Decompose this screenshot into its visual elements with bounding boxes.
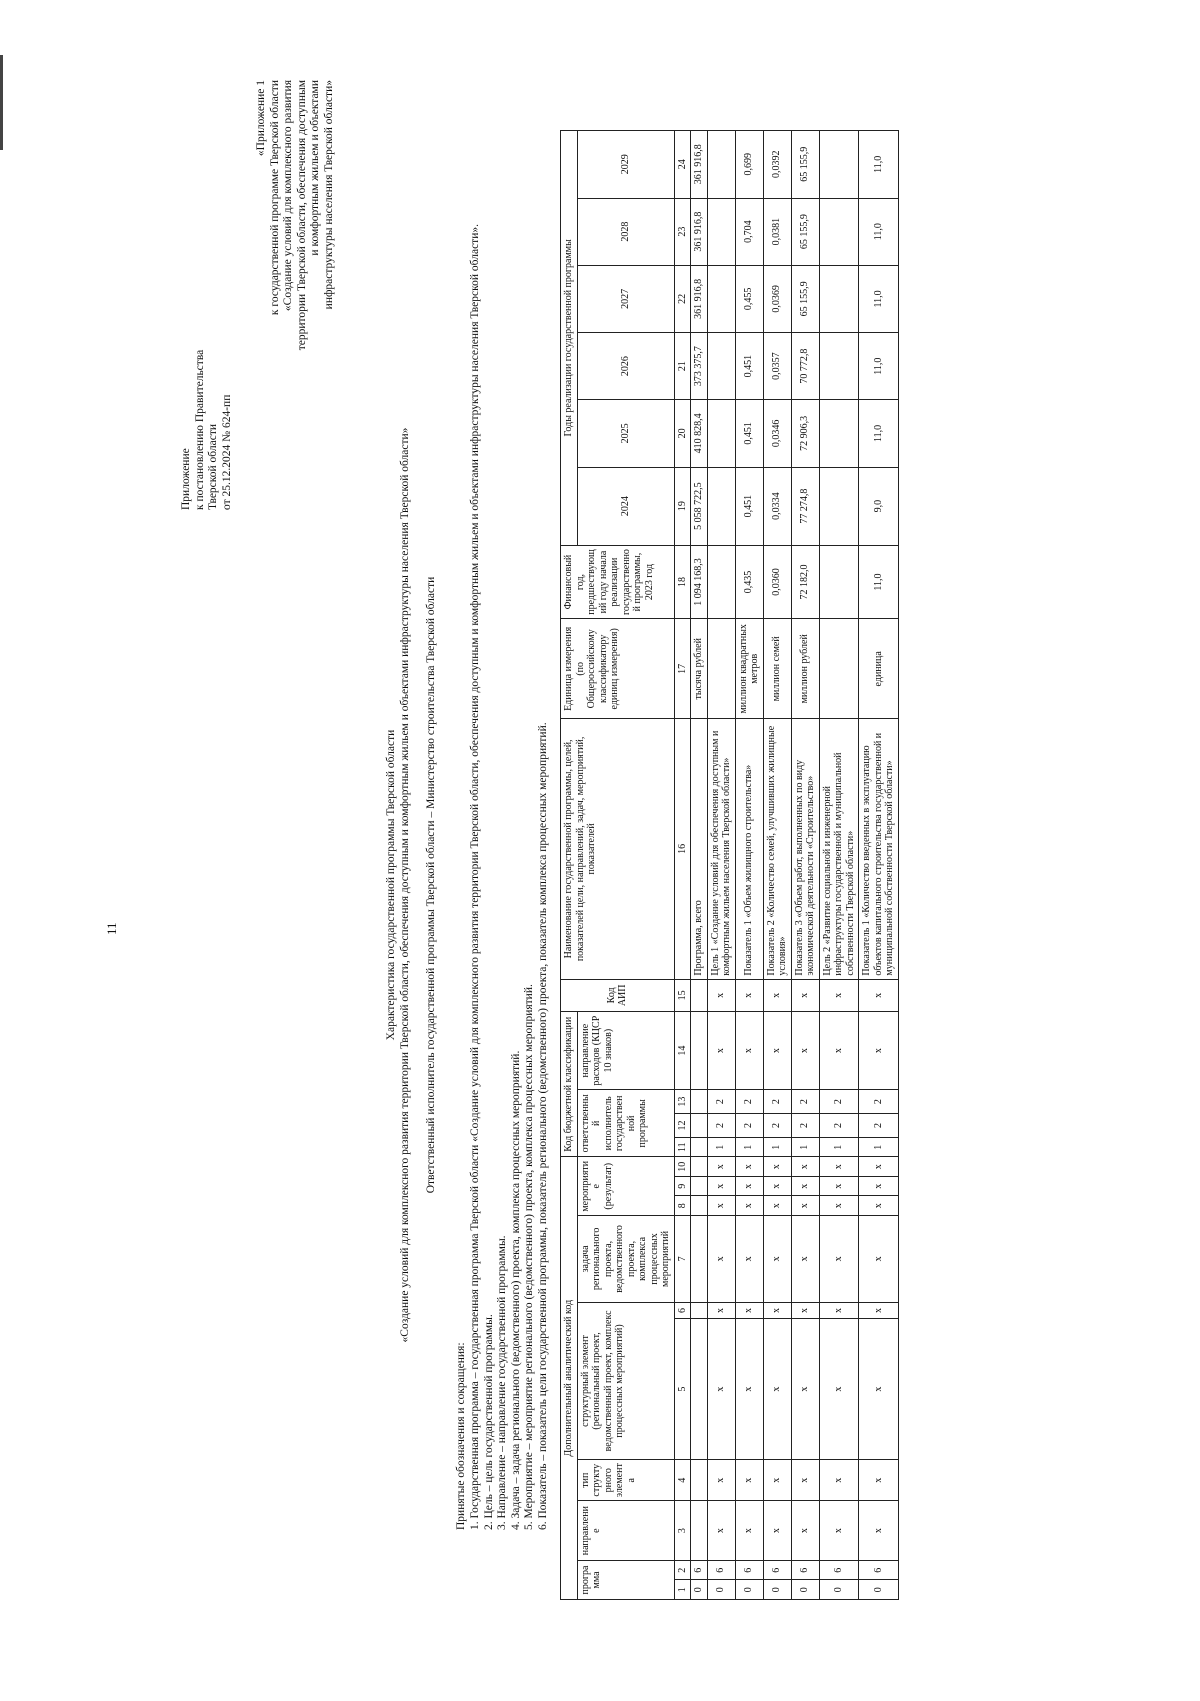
column-number: 23 [674, 198, 691, 265]
header-year: 2029 [577, 131, 674, 199]
header-name: Наименование государственной программы, целей, показателей цели, направлений, задач, мероприятий, показателей [561, 719, 675, 979]
table-cell: 6 [791, 1560, 819, 1580]
table-cell: 1 [735, 1137, 763, 1157]
table-cell: 0,704 [735, 198, 763, 265]
table-cell: х [763, 1460, 791, 1501]
table-cell [707, 619, 735, 719]
header-exp-dir: направление расходов (КЦСР 10 знаков) [577, 1012, 674, 1090]
table-cell: Цель 1 «Создание условий для обеспечения доступным и комфортным жильем населения Тверской области» [707, 719, 735, 979]
table-cell: 1 094 168,3 [691, 545, 708, 619]
abbreviation-item: 4. Задача – задача регионального (ведомственного) проекта, комплекса процессных мероприятий. [509, 1050, 522, 1530]
table-cell [691, 1460, 708, 1501]
column-number: 7 [674, 1216, 691, 1303]
table-cell: х [735, 1460, 763, 1501]
header-row [561, 131, 578, 1600]
table-row [735, 131, 763, 1600]
table-cell: 0,451 [735, 333, 763, 400]
table-cell: х [707, 1196, 735, 1216]
header-program: программа [577, 1560, 674, 1599]
table-cell: 65 155,9 [791, 265, 819, 332]
header-year: 2024 [577, 467, 674, 545]
table-cell: 2 [791, 1114, 819, 1138]
table-cell: 0 [735, 1580, 763, 1600]
column-number: 17 [674, 619, 691, 719]
table-cell [707, 333, 735, 400]
table-cell: х [735, 1012, 763, 1090]
table-cell: х [707, 1460, 735, 1501]
table-cell: 72 182,0 [791, 545, 819, 619]
table-cell [707, 400, 735, 467]
table-cell: 0 [763, 1580, 791, 1600]
table-cell: х [763, 1012, 791, 1090]
table-row [791, 131, 819, 1600]
table-cell: 0 [859, 1580, 899, 1600]
column-number: 9 [674, 1176, 691, 1196]
table-cell: 0 [791, 1580, 819, 1600]
table-cell: 0,455 [735, 265, 763, 332]
abbreviation-item: 6. Показатель – показатель цели государственной программы, показатель регионального (ведомственного) проекта, показатель комплекса процессных мероприятий. [536, 722, 549, 1530]
table-cell [691, 1196, 708, 1216]
table-cell: 77 274,8 [791, 467, 819, 545]
table-cell: 6 [735, 1560, 763, 1580]
column-number: 11 [674, 1137, 691, 1157]
table-cell: х [735, 1157, 763, 1177]
table-cell: 361 916,8 [691, 265, 708, 332]
table-cell: 2 [819, 1090, 859, 1114]
table-cell: 11,0 [859, 333, 899, 400]
table-cell: 1 [819, 1137, 859, 1157]
page-number: 11 [104, 922, 119, 935]
table-cell: 361 916,8 [691, 198, 708, 265]
table-cell: х [735, 1216, 763, 1303]
header-exec: ответственный исполнитель государственной программы [577, 1090, 674, 1157]
abbreviation-item: 2. Цель – цель государственной программы. [482, 1314, 495, 1530]
table-cell: х [735, 1176, 763, 1196]
table-cell: 0,699 [735, 131, 763, 199]
table-cell [819, 619, 859, 719]
table-cell: х [791, 1302, 819, 1318]
table-row [859, 131, 899, 1600]
header-measure: мероприятие (результат) [577, 1157, 674, 1216]
table-cell: 0,451 [735, 400, 763, 467]
table-cell: Программа, всего [691, 719, 708, 979]
abbreviation-item: 1. Государственная программа – государственная программа Тверской области «Создание условий для комплексного развития территории Тверской области, обеспечения доступным и комфортным жильем и объектами инфраструктуры населения Тверской области». [469, 224, 481, 1530]
table-cell: 11,0 [859, 400, 899, 467]
table-cell: 2 [735, 1114, 763, 1138]
table-cell: х [763, 979, 791, 1012]
rotated-page [0, 60, 1130, 1660]
table-cell: х [735, 1319, 763, 1460]
annex1-header-line: и комфортным жильем и объектами [309, 80, 321, 256]
header-additional-code: Дополнительный аналитический код [561, 1157, 578, 1600]
table-cell: Показатель 2 «Количество семей, улучшивших жилищные условия» [763, 719, 791, 979]
abbreviations-list [469, 170, 550, 1530]
column-number: 2 [674, 1560, 691, 1580]
table-cell: 410 828,4 [691, 400, 708, 467]
table-cell: Показатель 1 «Количество введенных в эксплуатацию объектов капитального строительства государственной и муниципальной собственности Тверской области» [859, 719, 899, 979]
table-cell [819, 400, 859, 467]
table-cell: 11,0 [859, 545, 899, 619]
table-cell: 1 [707, 1137, 735, 1157]
header-direction: направление [577, 1501, 674, 1561]
table-cell: 0 [691, 1580, 708, 1600]
table-cell [819, 467, 859, 545]
table-cell [819, 333, 859, 400]
table-cell: 2 [707, 1114, 735, 1138]
column-number: 14 [674, 1012, 691, 1090]
table-cell: х [859, 1302, 899, 1318]
table-cell [691, 1176, 708, 1196]
header-unit: Единица измерения (по Общероссийскому классификатору единиц измерения) [561, 619, 675, 719]
table-cell: х [791, 1319, 819, 1460]
table-cell: х [763, 1216, 791, 1303]
column-number: 13 [674, 1090, 691, 1114]
annex-header [180, 270, 234, 510]
table-cell: 0,0392 [763, 131, 791, 199]
table-cell: х [859, 1501, 899, 1561]
table-cell: х [791, 979, 819, 1012]
annex1-header-line: к государственной программе Тверской области [268, 80, 281, 316]
table-cell: 0,0381 [763, 198, 791, 265]
table-cell: 5 058 722,5 [691, 467, 708, 545]
document-title [385, 170, 412, 1600]
column-number: 8 [674, 1196, 691, 1216]
table-cell: Показатель 1 «Объем жилищного строительства» [735, 719, 763, 979]
table-cell: х [791, 1012, 819, 1090]
table-cell: 0,0369 [763, 265, 791, 332]
table-cell: х [763, 1302, 791, 1318]
responsible-executor: Ответственный исполнитель государственной программы Тверской области – Министерство строительства Тверской области [425, 576, 437, 1194]
table-cell: х [763, 1157, 791, 1177]
table-cell: х [707, 1176, 735, 1196]
table-cell: 2 [859, 1114, 899, 1138]
table-cell: 11,0 [859, 265, 899, 332]
table-cell: 6 [819, 1560, 859, 1580]
table-cell: х [819, 1460, 859, 1501]
table-cell: 0,451 [735, 467, 763, 545]
header-task: задача регионального проекта, ведомственного проекта, комплекса процессных мероприятий [577, 1216, 674, 1303]
table-cell: х [707, 1157, 735, 1177]
table-cell: 1 [791, 1137, 819, 1157]
column-number: 19 [674, 467, 691, 545]
table-cell: х [735, 1196, 763, 1216]
table-cell: х [735, 1501, 763, 1561]
table-cell: х [859, 1460, 899, 1501]
table-cell [691, 1090, 708, 1114]
table-cell: миллион рублей [791, 619, 819, 719]
column-number: 10 [674, 1157, 691, 1177]
annex-header-line: Тверской области [207, 424, 219, 510]
table-cell: 2 [763, 1114, 791, 1138]
table-cell: х [763, 1196, 791, 1216]
annex-header-line: от 25.12.2024 № 624-пп [220, 394, 233, 510]
table-cell: 65 155,9 [791, 131, 819, 199]
header-year: 2027 [577, 265, 674, 332]
table-cell: х [819, 1319, 859, 1460]
column-number: 21 [674, 333, 691, 400]
table-cell [691, 1157, 708, 1177]
table-cell: 0,0346 [763, 400, 791, 467]
table-cell: 0 [819, 1580, 859, 1600]
title-line: Характеристика государственной программы Тверской области [385, 729, 397, 1041]
abbreviation-item: 5. Мероприятие – мероприятие регионального (ведомственного) проекта, комплекса процессных мероприятий. [523, 984, 535, 1530]
annex1-header [255, 80, 336, 580]
table-cell: 72 906,3 [791, 400, 819, 467]
table-cell: х [707, 1302, 735, 1318]
header-struct-type: тип структурного элемента [577, 1460, 674, 1501]
column-number: 1 [674, 1580, 691, 1600]
table-cell: 2 [859, 1090, 899, 1114]
header-budget-code: Код бюджетной классификации [561, 1012, 578, 1157]
table-cell: х [819, 1012, 859, 1090]
table-cell: х [819, 1302, 859, 1318]
table-cell: 0,0334 [763, 467, 791, 545]
table-cell: Показатель 3 «Объем работ, выполненных по виду экономической деятельности «Строительство» [791, 719, 819, 979]
table-cell: х [791, 1176, 819, 1196]
column-number: 16 [674, 719, 691, 979]
table-cell: 2 [735, 1090, 763, 1114]
table-cell: единица [859, 619, 899, 719]
table-cell [707, 198, 735, 265]
abbreviation-item: 3. Направление – направление государственной программы. [496, 1235, 508, 1530]
table-cell: х [763, 1501, 791, 1561]
table-cell: х [859, 1196, 899, 1216]
table-cell: 1 [859, 1137, 899, 1157]
table-cell: х [791, 1216, 819, 1303]
column-number: 15 [674, 979, 691, 1012]
table-cell: 0,0360 [763, 545, 791, 619]
table-cell: 0 [707, 1580, 735, 1600]
table-cell: 70 772,8 [791, 333, 819, 400]
table-cell [707, 545, 735, 619]
annex1-header-line: территории Тверской области, обеспечения доступным [295, 80, 308, 351]
header-struct-elem: структурный элемент (региональный проект, ведомственный проект, комплекс процессных мероприятий) [577, 1302, 674, 1459]
column-number: 4 [674, 1460, 691, 1501]
table-cell [691, 1302, 708, 1318]
table-cell [707, 467, 735, 545]
annex1-header-line: инфраструктуры населения Тверской области» [322, 80, 335, 310]
table-cell: х [763, 1176, 791, 1196]
table-cell: 361 916,8 [691, 131, 708, 199]
table-cell [691, 1319, 708, 1460]
table-cell: 2 [791, 1090, 819, 1114]
table-cell [819, 545, 859, 619]
table-cell: х [819, 1501, 859, 1561]
header-aip: Код АИП [561, 979, 675, 1012]
table-cell: х [859, 1012, 899, 1090]
table-cell: х [707, 1012, 735, 1090]
table-cell: х [707, 1319, 735, 1460]
annex1-header-line: «Приложение 1 [255, 80, 267, 157]
table-cell: 0,435 [735, 545, 763, 619]
table-cell: х [791, 1501, 819, 1561]
table-cell: 11,0 [859, 198, 899, 265]
table-cell: 2 [763, 1090, 791, 1114]
table-cell [707, 265, 735, 332]
table-cell: х [859, 979, 899, 1012]
table-cell: х [707, 1501, 735, 1561]
annex-header-line: Приложение [180, 448, 192, 510]
table-cell: х [819, 1176, 859, 1196]
header-fin-year: Финансовый год, предшествующий году начала реализации государственной программы, 2023 год [561, 545, 675, 619]
table-row [763, 131, 791, 1600]
column-number: 3 [674, 1501, 691, 1561]
table-cell: х [859, 1319, 899, 1460]
program-characteristics-table [560, 130, 899, 1600]
annex-header-line: к постановлению Правительства [193, 349, 206, 510]
column-number: 20 [674, 400, 691, 467]
table-cell: 0,0357 [763, 333, 791, 400]
table-cell: х [735, 1302, 763, 1318]
header-year: 2026 [577, 333, 674, 400]
table-cell: х [707, 979, 735, 1012]
table-cell [691, 979, 708, 1012]
table-cell: 11,0 [859, 131, 899, 199]
table-cell: 6 [707, 1560, 735, 1580]
table-row [707, 131, 735, 1600]
header-years: Годы реализации государственной программы [561, 131, 578, 546]
table-cell [691, 1114, 708, 1138]
column-number: 18 [674, 545, 691, 619]
table-cell: х [859, 1157, 899, 1177]
table-cell: х [735, 979, 763, 1012]
table-cell: 2 [819, 1114, 859, 1138]
table-cell: х [819, 1157, 859, 1177]
table-cell: х [819, 979, 859, 1012]
column-number: 5 [674, 1319, 691, 1460]
table-cell [691, 1216, 708, 1303]
table-cell: миллион семей [763, 619, 791, 719]
table-cell [691, 1501, 708, 1561]
table-cell [819, 131, 859, 199]
table-cell: х [819, 1196, 859, 1216]
table-cell: х [791, 1196, 819, 1216]
annex1-header-line: «Создание условий для комплексного развития [282, 80, 294, 312]
table-row [691, 131, 708, 1600]
table-cell: 1 [763, 1137, 791, 1157]
table-cell: х [707, 1216, 735, 1303]
table-cell [707, 131, 735, 199]
table-cell: х [859, 1176, 899, 1196]
table-cell: 6 [859, 1560, 899, 1580]
table-cell: миллион квадратных метров [735, 619, 763, 719]
table-cell [819, 198, 859, 265]
column-number: 22 [674, 265, 691, 332]
table-row [819, 131, 859, 1600]
table-cell: х [791, 1157, 819, 1177]
table-cell: тысяча рублей [691, 619, 708, 719]
table-cell: 6 [691, 1560, 708, 1580]
header-year: 2025 [577, 400, 674, 467]
table-cell: Цель 2 «Развитие социальной и инженерной инфраструктуры государственной и муниципальной собственности Тверской области» [819, 719, 859, 979]
column-number: 24 [674, 131, 691, 199]
table-cell: 2 [707, 1090, 735, 1114]
table-cell: 6 [763, 1560, 791, 1580]
abbreviations-title: Принятые обозначения и сокращения: [455, 1342, 467, 1530]
table-cell [691, 1012, 708, 1090]
column-number-row [674, 131, 691, 1600]
table-cell: х [763, 1319, 791, 1460]
table-cell [819, 265, 859, 332]
table-cell: 65 155,9 [791, 198, 819, 265]
title-line: «Создание условий для комплексного развития территории Тверской области, обеспечения доступным и комфортным жильем и объектами инфраструктуры населения Тверской области» [398, 427, 411, 1343]
column-number: 12 [674, 1114, 691, 1138]
header-year: 2028 [577, 198, 674, 265]
table-cell: х [791, 1460, 819, 1501]
column-number: 6 [674, 1302, 691, 1318]
table-cell: 9,0 [859, 467, 899, 545]
table-cell: х [859, 1216, 899, 1303]
table-cell [691, 1137, 708, 1157]
table-cell: х [819, 1216, 859, 1303]
table-cell: 373 375,7 [691, 333, 708, 400]
